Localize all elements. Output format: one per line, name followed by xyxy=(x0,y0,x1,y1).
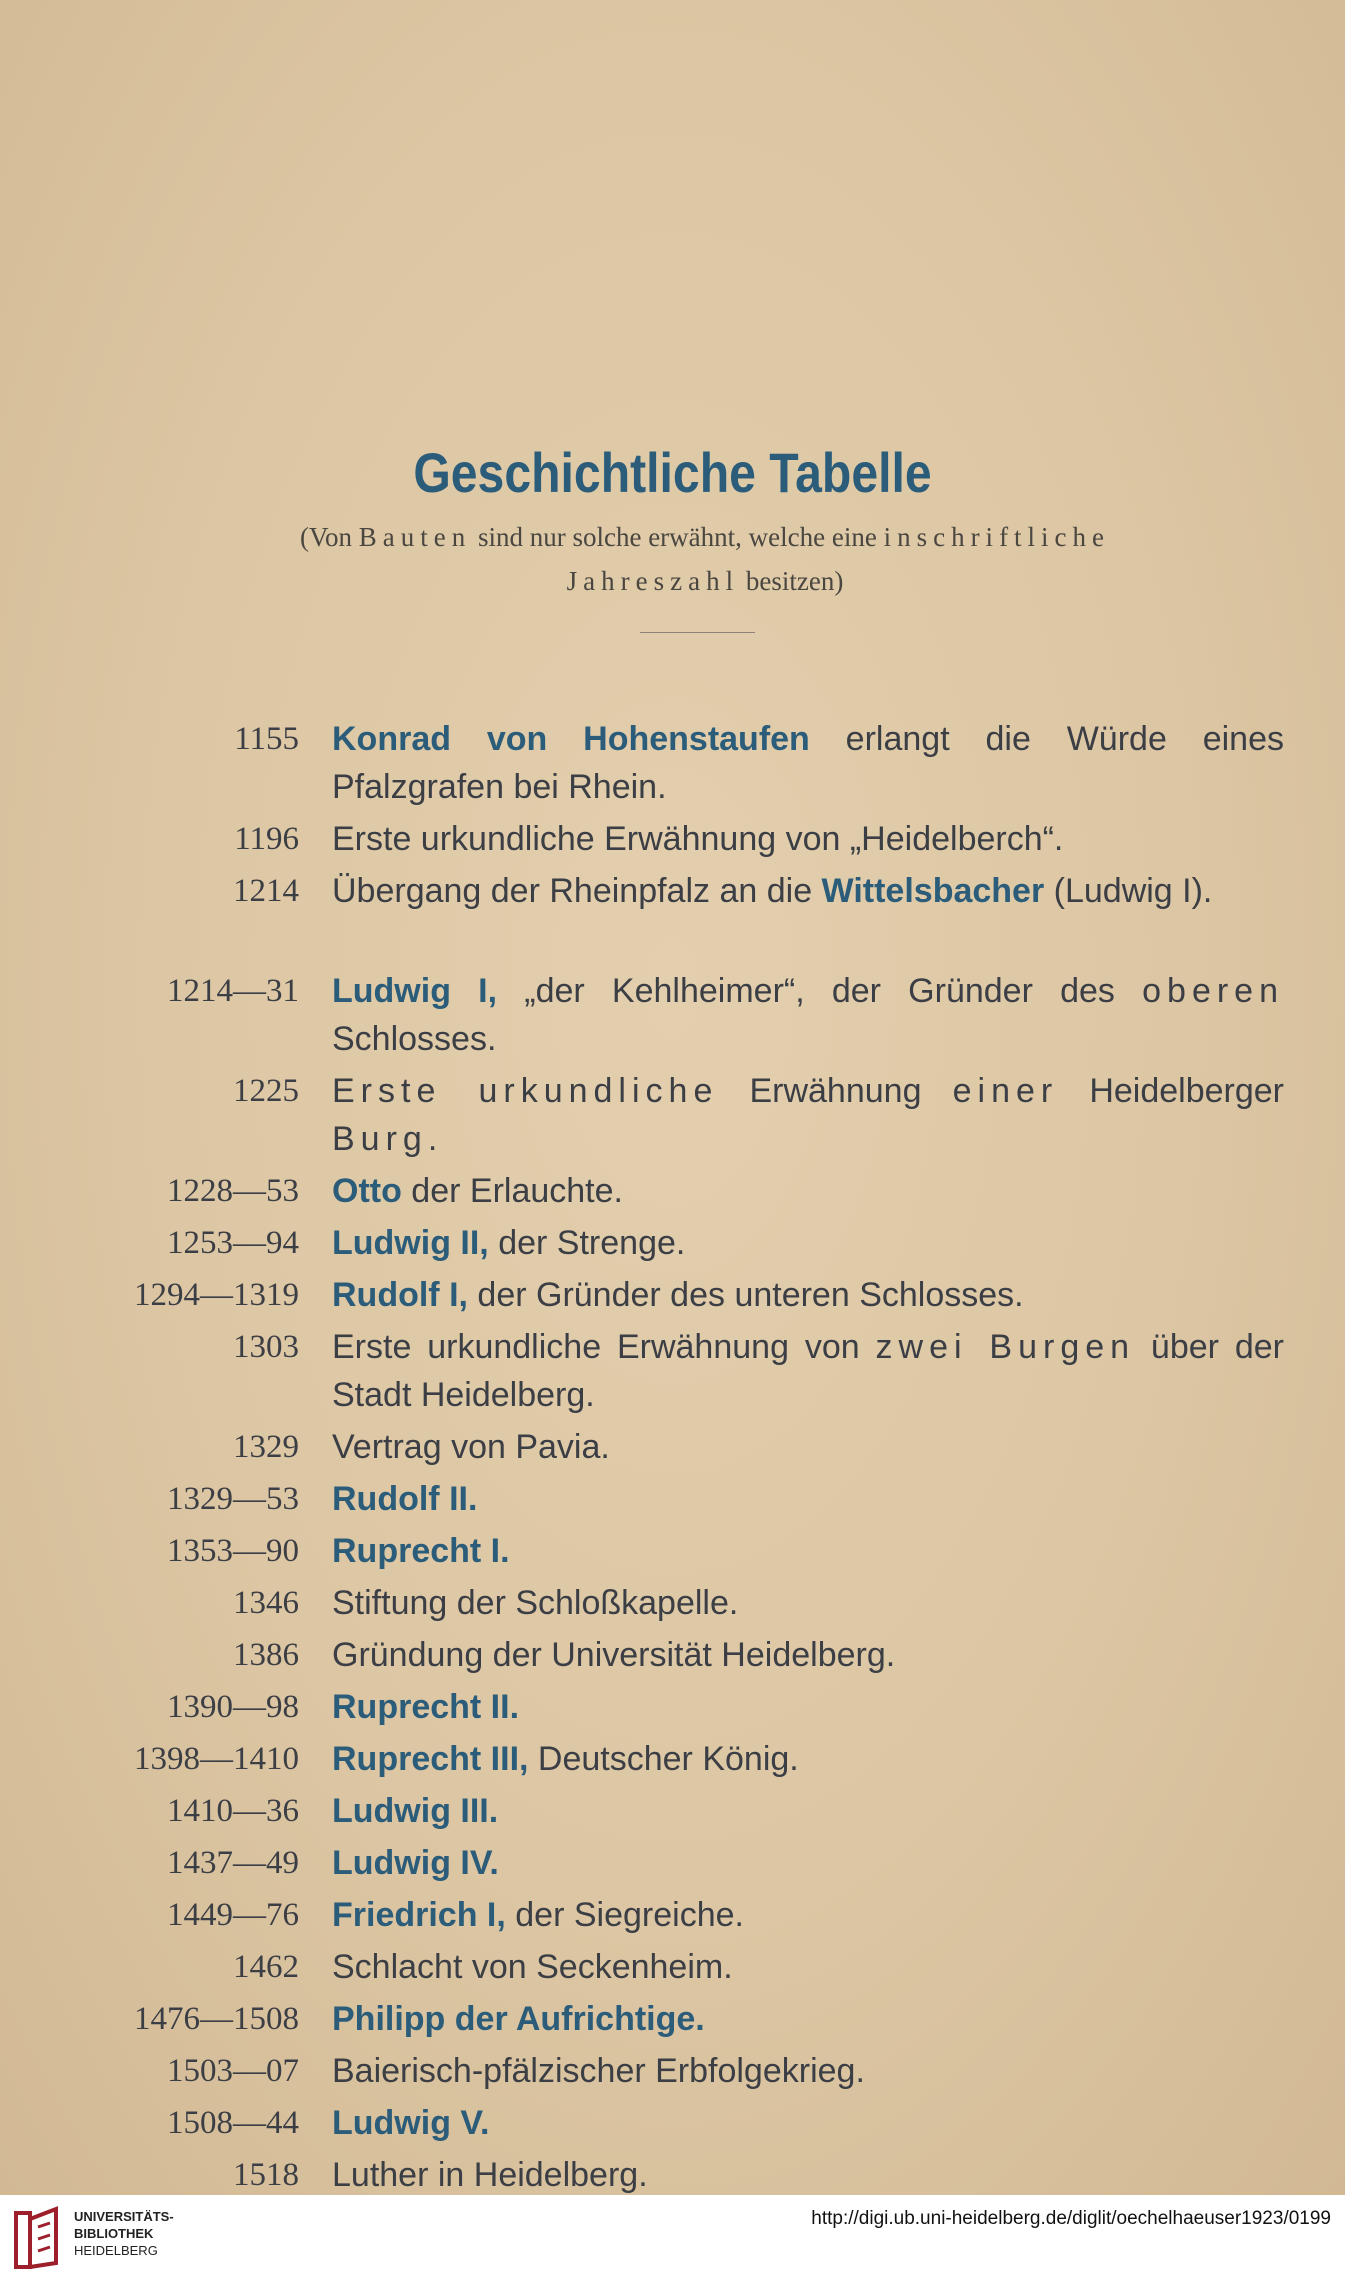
description-cell xyxy=(332,1839,1284,1887)
year-cell: 1346 xyxy=(233,1585,299,1621)
description-cell xyxy=(332,2047,1284,2095)
year-cell: 1214 xyxy=(233,873,299,909)
year-cell: 1508—44 xyxy=(167,2105,299,2141)
table-row xyxy=(0,867,1345,963)
year-cell: 1503—07 xyxy=(167,2053,299,2089)
year-cell: 1476—1508 xyxy=(134,2001,299,2037)
description-text: Schlacht von Seckenheim. xyxy=(332,1948,733,1986)
table-row xyxy=(0,1839,1345,1887)
description-cell xyxy=(332,1219,1284,1267)
description-text: Gründung der Universität Heidelberg. xyxy=(332,1636,896,1674)
description-text: . xyxy=(427,1120,438,1158)
table-row xyxy=(0,1067,1345,1163)
table-row xyxy=(0,715,1345,811)
description-text: erlangt die Würde eines Pfalzgrafen bei Rhein. xyxy=(332,720,1284,806)
description-cell xyxy=(332,1995,1284,2043)
year-cell: 1437—49 xyxy=(167,1845,299,1881)
year-cell: 1398—1410 xyxy=(134,1741,299,1777)
table-row xyxy=(0,1631,1345,1679)
subtitle-text: besitzen) xyxy=(739,566,844,596)
description-cell xyxy=(332,715,1284,811)
year-cell: 1155 xyxy=(234,721,299,757)
subtitle-text: sind nur solche erwähnt, welche eine xyxy=(471,522,884,552)
description-cell xyxy=(332,1735,1284,1783)
description-text: Deutscher König. xyxy=(528,1740,799,1778)
table-row xyxy=(0,1423,1345,1471)
description-text: Schlosses. xyxy=(332,1020,497,1058)
ruler-name: Ludwig III. xyxy=(332,1792,499,1830)
description-text: über der Stadt Heidelberg. xyxy=(332,1328,1284,1414)
description-cell xyxy=(332,1943,1284,1991)
description-cell xyxy=(332,1683,1284,1731)
table-row xyxy=(0,1271,1345,1319)
logo-line: BIBLIOTHEK xyxy=(74,2226,154,2241)
description-text: Erste urkundliche Erwähnung von xyxy=(332,1328,876,1366)
description-cell xyxy=(332,967,1284,1063)
year-cell: 1196 xyxy=(234,821,299,857)
description-cell xyxy=(332,1323,1284,1419)
description-text: Übergang der Rheinpfalz an die xyxy=(332,872,822,910)
table-row xyxy=(0,2099,1345,2147)
table-row xyxy=(0,1475,1345,1523)
table-row xyxy=(0,1787,1345,1835)
year-cell: 1329—53 xyxy=(167,1481,299,1517)
description-text: Erste urkundliche Erwähnung von „Heidelberch“. xyxy=(332,820,1064,858)
ruler-name: Rudolf II. xyxy=(332,1480,478,1518)
year-cell: 1386 xyxy=(233,1637,299,1673)
source-url-link[interactable]: http://digi.ub.uni-heidelberg.de/diglit/oechelhaeuser1923/0199 xyxy=(811,2208,1331,2229)
chronology-table xyxy=(0,715,1345,2195)
table-row xyxy=(0,967,1345,1063)
subtitle-spaced-text: inschriftliche xyxy=(883,522,1111,552)
year-cell: 1518 xyxy=(233,2157,299,2193)
description-cell xyxy=(332,815,1284,863)
ruler-name: Wittelsbacher xyxy=(821,872,1045,910)
ruler-name: Ludwig I, xyxy=(332,972,498,1010)
table-row xyxy=(0,1579,1345,1627)
ruler-name: Friedrich I, xyxy=(332,1896,506,1934)
year-cell: 1225 xyxy=(233,1073,299,1109)
logo-line: UNIVERSITÄTS- xyxy=(74,2209,174,2224)
description-cell xyxy=(332,1527,1284,1575)
year-cell: 1228—53 xyxy=(167,1173,299,1209)
description-cell xyxy=(332,1631,1284,1679)
year-cell: 1353—90 xyxy=(167,1533,299,1569)
description-cell xyxy=(332,1891,1284,1939)
description-text: Erwähnung xyxy=(718,1072,953,1110)
year-cell: 1449—76 xyxy=(167,1897,299,1933)
spaced-text: Erste urkundliche xyxy=(332,1072,719,1110)
table-row xyxy=(0,1527,1345,1575)
subtitle-text: (Von xyxy=(299,522,359,552)
ruler-name: Konrad von Hohenstaufen xyxy=(332,720,810,758)
table-row xyxy=(0,2047,1345,2095)
year-cell: 1410—36 xyxy=(167,1793,299,1829)
spaced-text: oberen xyxy=(1142,972,1284,1010)
description-text: der Strenge. xyxy=(488,1224,686,1262)
page-title: Geschichtliche Tabelle xyxy=(413,441,932,504)
description-text: Stiftung der Schloßkapelle. xyxy=(332,1584,739,1622)
ruler-name: Ruprecht III, xyxy=(332,1740,529,1778)
description-cell xyxy=(332,1067,1284,1163)
page-subtitle xyxy=(150,515,1260,603)
description-cell xyxy=(332,1579,1284,1627)
year-cell: 1462 xyxy=(233,1949,299,1985)
description-text: Vertrag von Pavia. xyxy=(332,1428,610,1466)
description-cell xyxy=(332,1271,1284,1319)
description-cell xyxy=(332,1423,1284,1471)
ruler-name: Otto xyxy=(332,1172,402,1210)
year-cell: 1294—1319 xyxy=(134,1277,299,1313)
table-row xyxy=(0,1891,1345,1939)
table-row xyxy=(0,1683,1345,1731)
description-text: der Siegreiche. xyxy=(505,1896,744,1934)
table-row xyxy=(0,815,1345,863)
table-row xyxy=(0,1943,1345,1991)
table-row xyxy=(0,1219,1345,1267)
description-cell xyxy=(332,1787,1284,1835)
description-cell xyxy=(332,2099,1284,2147)
description-text: (Ludwig I). xyxy=(1044,872,1213,910)
ruler-name: Rudolf I, xyxy=(332,1276,468,1314)
description-text: Heidelberger xyxy=(1058,1072,1285,1110)
description-text: der Erlauchte. xyxy=(401,1172,623,1210)
table-row xyxy=(0,1995,1345,2043)
library-logo-text xyxy=(74,2208,174,2259)
ruler-name: Ludwig IV. xyxy=(332,1844,499,1882)
ruler-name: Ruprecht II. xyxy=(332,1688,520,1726)
description-text: „der Kehlheimer“, der Gründer des xyxy=(497,972,1143,1010)
spaced-text: zwei Burgen xyxy=(875,1328,1136,1366)
spaced-text: Burg xyxy=(332,1120,428,1158)
table-row xyxy=(0,1735,1345,1783)
divider xyxy=(640,632,755,633)
description-cell xyxy=(332,2151,1284,2195)
description-cell xyxy=(332,867,1284,915)
logo-line: HEIDELBERG xyxy=(74,2243,158,2258)
table-row xyxy=(0,1323,1345,1419)
ruler-name: Ludwig II, xyxy=(332,1224,489,1262)
subtitle-spaced-text: Jahreszahl xyxy=(566,566,740,596)
ruler-name: Ruprecht I. xyxy=(332,1532,510,1570)
description-text: Luther in Heidelberg. xyxy=(332,2156,648,2194)
year-cell: 1214—31 xyxy=(167,973,299,1009)
description-cell xyxy=(332,1475,1284,1523)
year-cell: 1253—94 xyxy=(167,1225,299,1261)
spaced-text: einer xyxy=(952,1072,1059,1110)
description-cell xyxy=(332,1167,1284,1215)
year-cell: 1390—98 xyxy=(167,1689,299,1725)
table-row xyxy=(0,1167,1345,1215)
description-text: Baierisch-pfälzischer Erbfolgekrieg. xyxy=(332,2052,865,2090)
ruler-name: Ludwig V. xyxy=(332,2104,490,2142)
subtitle-spaced-text: Bauten xyxy=(358,522,472,552)
library-logo-icon xyxy=(12,2205,64,2273)
description-text: der Gründer des unteren Schlosses. xyxy=(467,1276,1024,1314)
year-cell: 1329 xyxy=(233,1429,299,1465)
ruler-name: Philipp der Aufrichtige. xyxy=(332,2000,705,2038)
year-cell: 1303 xyxy=(233,1329,299,1365)
table-row xyxy=(0,2151,1345,2195)
